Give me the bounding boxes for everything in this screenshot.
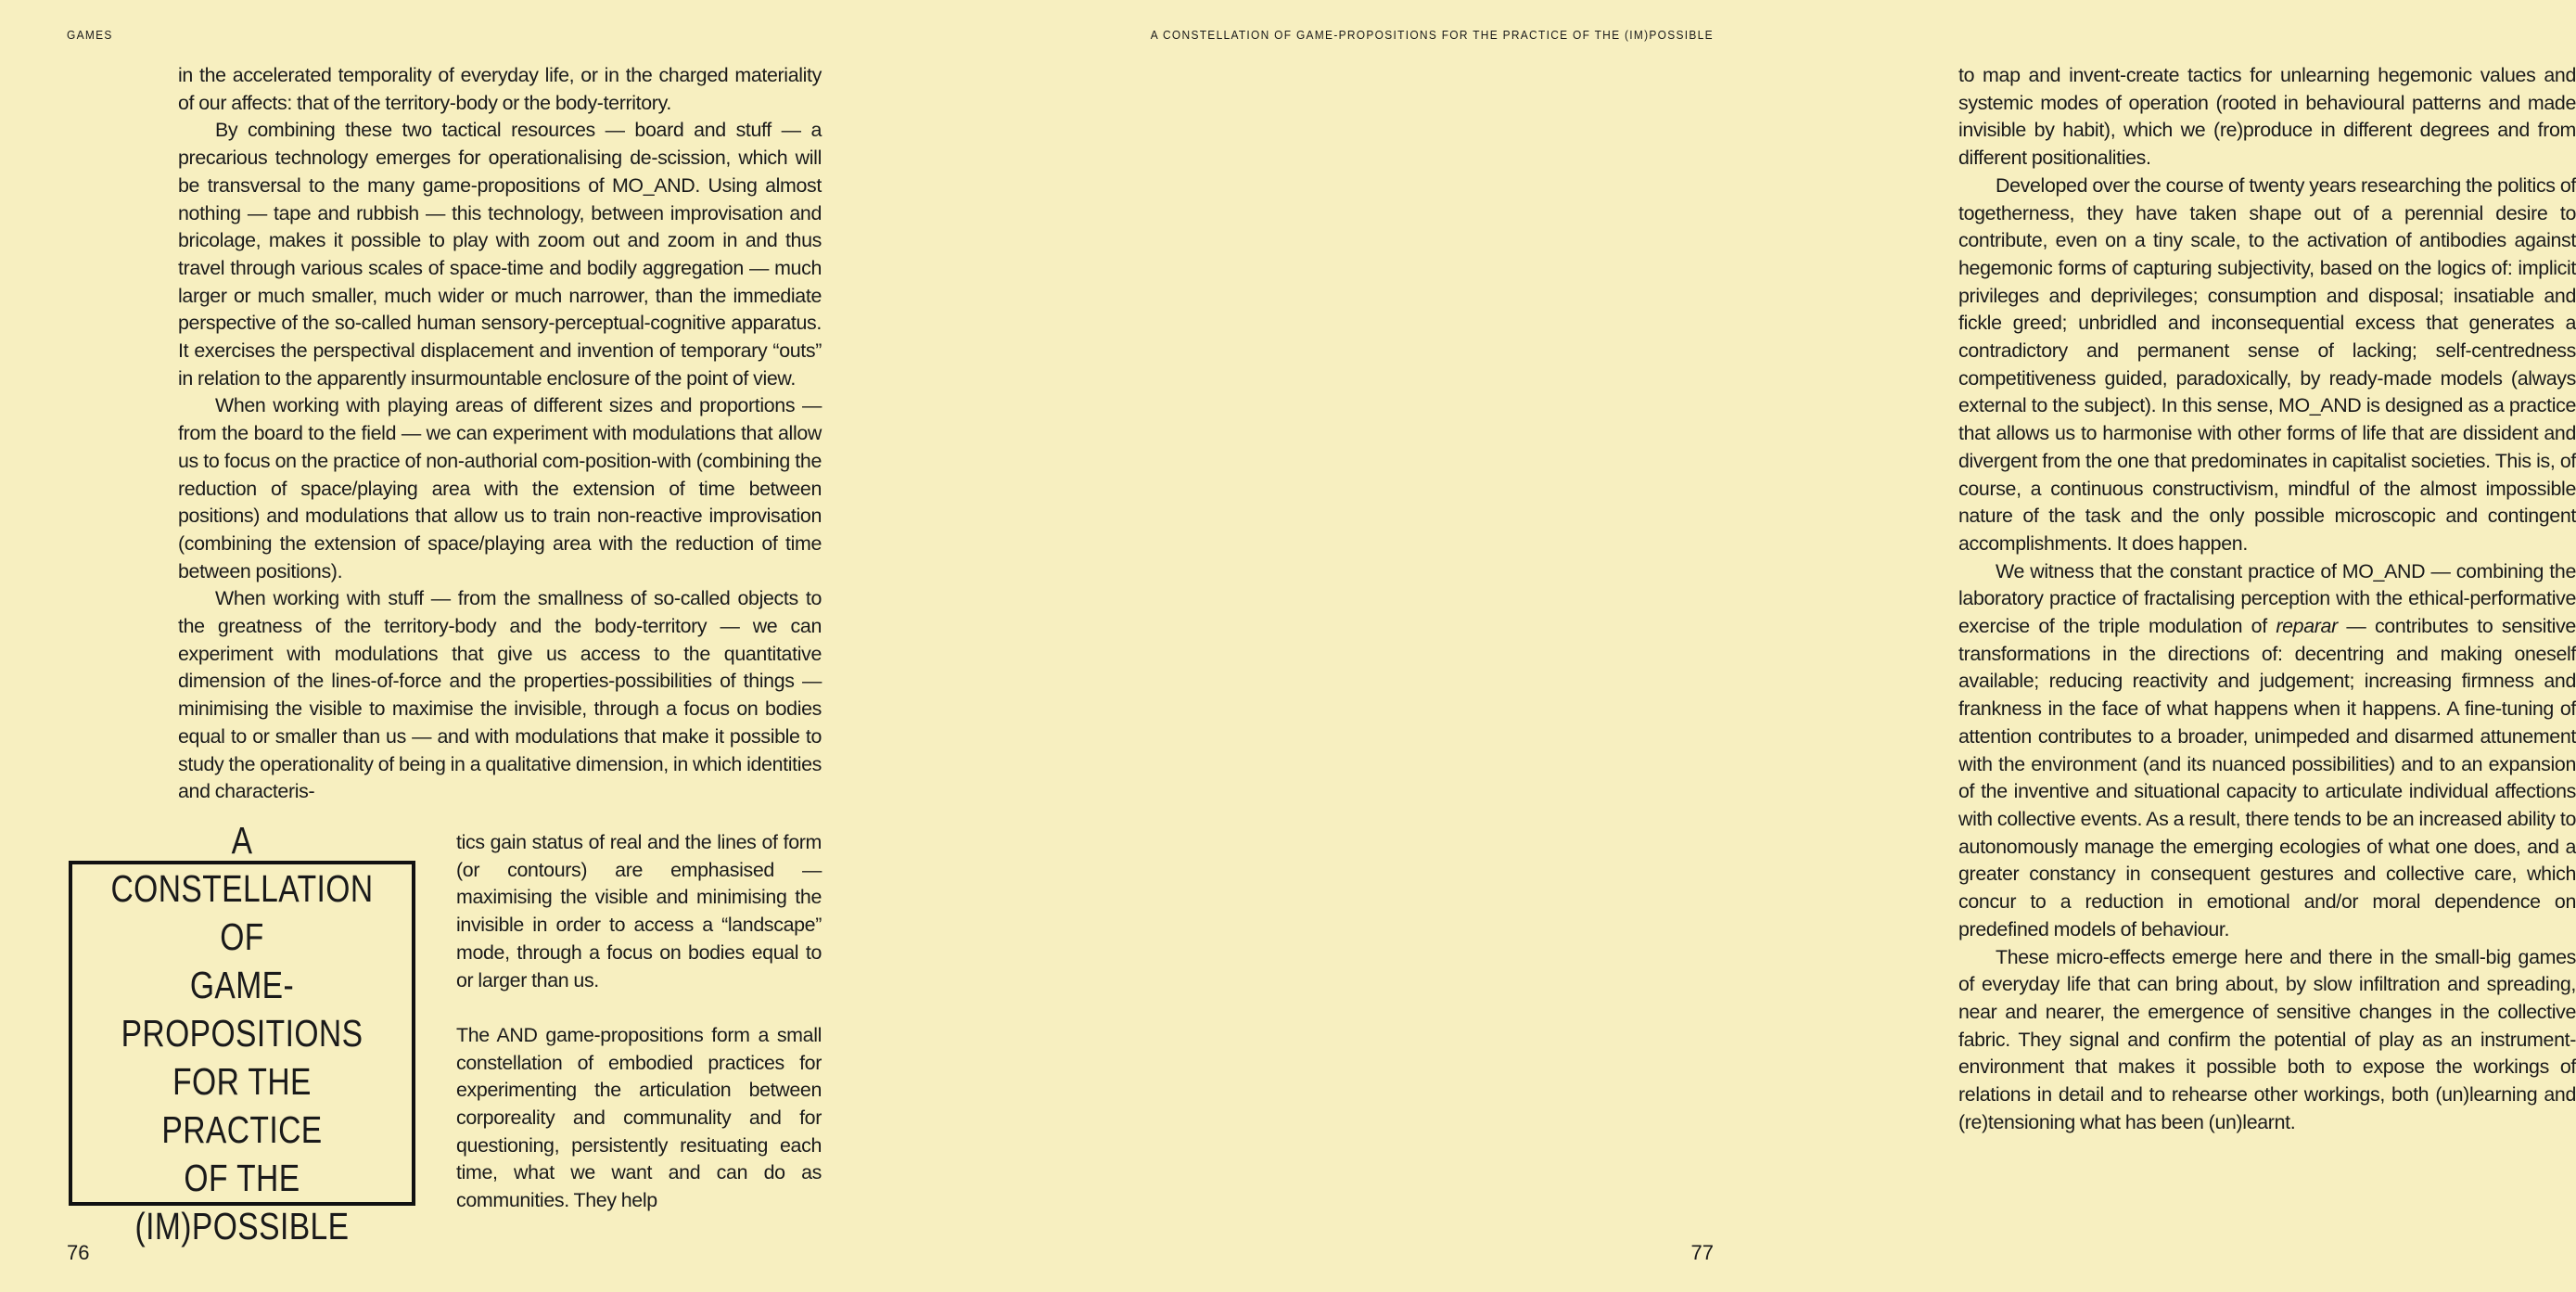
paragraph: Developed over the course of twenty years researching the politics of togetherness, they have taken shape out of a perennial desire to contribute, even on a tiny scale, to the activation of antibodies against hegemonic forms of capturing subjectivity, based on the logics of: implicit privileges and deprivileges; consumption and disposal; insatiable and fickle greed; unbridled and inconsequential excess that generates a contradictory and permanent sense of lacking; self-centredness competitiveness guided, paradoxically, by ready-made models (always external to the subject). In this sense, MO_AND is designed as a practice that allows us to harmonise with other forms of life that are dissident and divergent from the one that predominates in capitalist societies. This is, of course, a continuous constructivism, mindful of the almost impossible nature of the task and the only possible microscopic and contingent accomplishments. It does happen. — [1958, 173, 2576, 555]
paragraph: These micro-effects emerge here and there in the small-big games of everyday life that can bring about, by slow infiltration and spreading, near and nearer, the emergence of sensitive changes in the collective fabric. They signal and confirm the potential of play as an instrument-environment that makes it possible both to expose the workings of relations in detail and to rehearse other workings, both (un)learning and (re)tensioning what has been (un)learnt. — [1958, 945, 2576, 1133]
paragraph: in the accelerated temporality of everyday life, or in the charged materiality of our affects: that of the territory-body or the body-territory. — [178, 64, 822, 114]
right-page — [890, 0, 2576, 1292]
running-head-left: GAMES — [67, 28, 113, 42]
page-number-left: 76 — [67, 1241, 90, 1264]
paragraph: tics gain status of real and the lines of form (or contours) are emphasised — maximising the visible and minimising the invisible in order to access a “landscape” mode, through a focus on bodies equal to or larger than us. — [456, 831, 822, 991]
paragraph: By combining these two tactical resources — board and stuff — a precarious technology emerges for operationalising de-scission, which will be transversal to the many game-propositions of MO_AND. Using almost nothing — tape and rubbish — this technology, between improvisation and bricolage, makes it possible to play with zoom out and zoom in and thus travel through various scales of space-time and bodily aggregation — much larger or much smaller, much wider or much narrower, than the immediate perspective of the so-called human sensory-perceptual-cognitive apparatus. It exercises the perspectival displacement and invention of temporary “outs” in relation to the apparently insurmountable enclosure of the point of view. — [178, 119, 822, 390]
chapter-title: A CONSTELLATION OF GAME-PROPOSITIONS FOR THE PRACTICE OF THE (IM)POSSIBLE — [110, 819, 374, 1247]
paragraph: When working with playing areas of different sizes and proportions — from the board to the field — we can experiment with modulations that allow us to focus on the practice of non-authorial com-position-with (combining the reduction of space/playing area with the extension of time between positions) and modulations that allow us to train non-reactive improvisation (combining the extension of space/playing area with the reduction of time between positions). — [178, 394, 822, 582]
left-main-column — [178, 62, 822, 806]
paragraph: to map and invent-create tactics for unlearning hegemonic values and systemic modes of operation (rooted in behavioural patterns and made invisible by habit), which we (re)produce in different degrees and from different positionalities. — [1958, 64, 2576, 170]
paragraph — [1958, 558, 2576, 944]
running-head-right: A CONSTELLATION OF GAME-PROPOSITIONS FOR THE PRACTICE OF THE (IM)POSSIBLE — [1150, 28, 1714, 42]
left-side-column — [456, 829, 822, 1215]
page-number-right: 77 — [1690, 1241, 1714, 1264]
chapter-title-box — [69, 819, 415, 1247]
paragraph: When working with stuff — from the smallness of so-called objects to the greatness of the territory-body and the body-territory — we can experiment with modulations that give us access to the quantitative dimension of the lines-of-force and the properties-possibilities of things — minimising the visible to maximise the invisible, through a focus on bodies equal to or smaller than us — and with modulations that make it possible to study the operationality of being in a qualitative dimension, in which identities and characteris- — [178, 587, 822, 803]
text-run: — contributes to sensitive transformations in the directions of: decentring and making oneself available; reducing reactivity and judgement; increasing firmness and frankness in the face of what happens when it happens. A fine-tuning of attention contributes to a broader, unimpeded and disarmed attunement with the environment (and its nuanced possibilities) and to an expansion of the inventive and situational capacity to articulate individual affections with collective events. As a result, there tends to be an increased ability to autonomously manage the emerging ecologies of what one does, and a greater constancy in consequent gestures and collective care, which concur to a reduction in emotional and/or moral dependence on predefined models of behaviour. — [1958, 615, 2576, 940]
italic-term: reparar — [2276, 615, 2338, 638]
paragraph: The AND game-propositions form a small constellation of embodied practices for experimenting the articulation between corporeality and communality and for questioning, persistently resituating each time, what we want and can do as communities. They help — [456, 1023, 822, 1212]
left-page — [0, 0, 890, 1292]
right-main-column — [1958, 62, 2576, 1136]
text-run: We witness that the constant practice of MO_AND — combining the laboratory practice of fractalising perception with the ethical-performative exercise of the triple modulation of — [1958, 559, 2576, 638]
